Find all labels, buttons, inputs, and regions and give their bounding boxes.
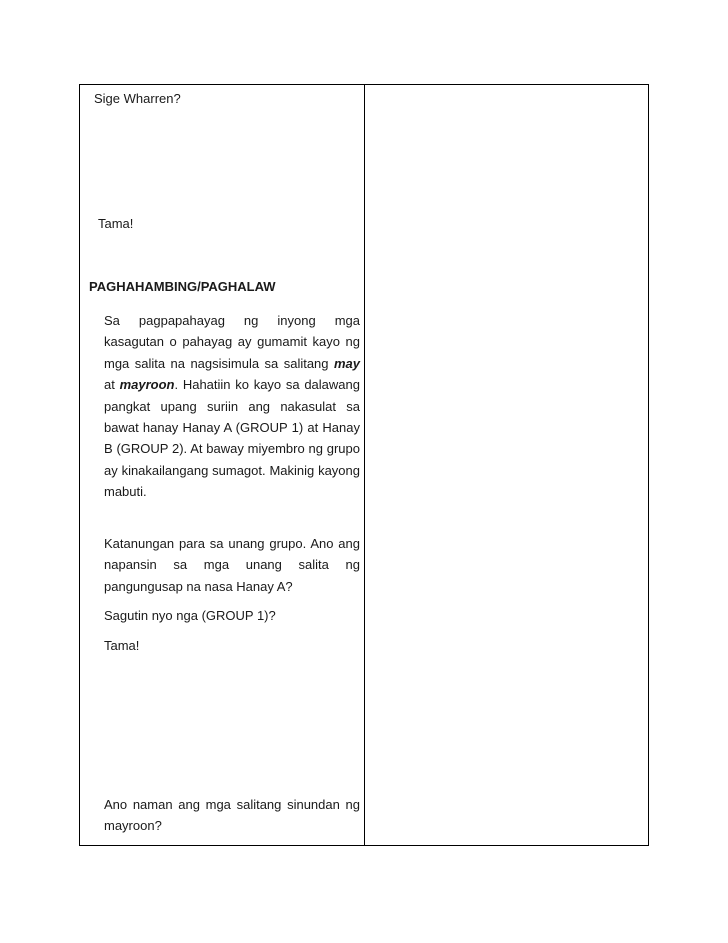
section-heading: PAGHAHAMBING/PAGHALAW (89, 279, 276, 294)
column-divider (364, 85, 365, 845)
paragraph-instructions (104, 310, 360, 503)
left-column (80, 85, 364, 845)
line-sige-wharren: Sige Wharren? (94, 91, 181, 106)
line-tama-1: Tama! (98, 216, 134, 231)
line-sagutin: Sagutin nyo nga (GROUP 1)? (104, 608, 276, 623)
paragraph-question-group-1: Katanungan para sa unang grupo. Ano ang napansin sa mga unang salita ng pangungusap na nasa Hanay A? (104, 536, 360, 594)
paragraph-1-part-b: at (104, 377, 120, 393)
line-tama-2: Tama! (104, 638, 140, 653)
emphasis-mayroon: mayroon (119, 377, 175, 393)
right-column (366, 85, 648, 845)
paragraph-question-mayroon: Ano naman ang mga salitang sinundan ng mayroon? (104, 797, 360, 834)
paragraph-1-part-a: Sa pagpapahayag ng inyong mga kasagutan o pahayag ay gumamit kayo ng mga salita na nagsisimula sa salitang (104, 313, 360, 371)
emphasis-may: may (333, 355, 360, 371)
lesson-table (79, 84, 649, 846)
paragraph-1-part-c: . Hahatiin ko kayo sa dalawang pangkat upang suriin ang nakasulat sa bawat hanay Hanay A (GROUP 1) at Hanay B (GROUP 2). At baway miyembro ng grupo ay kinakailangang sumagot. Makinig kayong mabuti. (104, 377, 360, 500)
